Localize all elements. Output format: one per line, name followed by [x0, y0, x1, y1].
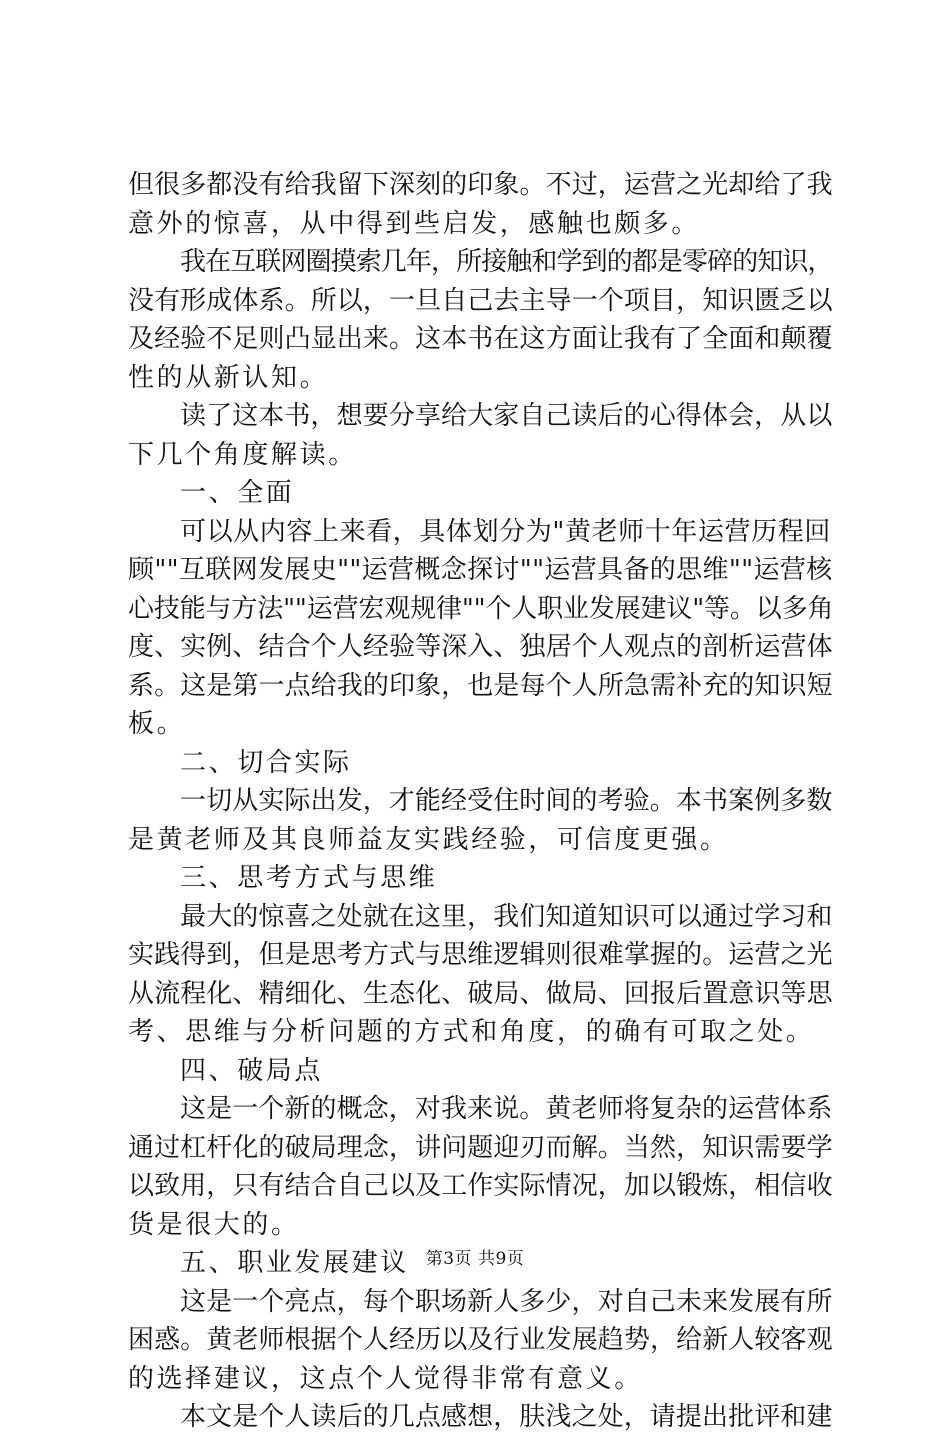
text-line: 读了这本书，想要分享给大家自己读后的心得体会，从以: [180, 401, 833, 431]
text-line: 三、思考方式与思维: [180, 863, 438, 893]
text-line: 可以从内容上来看，具体划分为"黄老师十年运营历程回: [180, 516, 831, 547]
text-line: 这是一个亮点，每个职场新人多少，对自己未来发展有所: [180, 1286, 833, 1317]
text-line: 我在互联网圈摸索几年，所接触和学到的都是零碎的知识，: [180, 247, 833, 277]
text-line: 一切从实际出发，才能经受住时间的考验。本书案例多数: [180, 786, 833, 816]
text-line: 四、破局点: [180, 1055, 324, 1086]
text-line: 没有形成体系。所以，一旦自己去主导一个项目，知识匮乏以: [128, 285, 833, 316]
text-line: 性的从新认知。: [128, 362, 329, 393]
text-line: 考、思维与分析问题的方式和角度，的确有可取之处。: [128, 1017, 815, 1047]
page-footer: 第3页 共9页: [425, 1249, 525, 1269]
text-line: 板。: [128, 709, 186, 739]
text-line: 一、全面: [180, 478, 295, 508]
text-line: 度、实例、结合个人经验等深入、独居个人观点的剖析运营体: [128, 632, 833, 662]
text-line: 这是一个新的概念，对我来说。黄老师将复杂的运营体系: [180, 1094, 833, 1124]
text-line: 心技能与方法""运营宏观规律""个人职业发展建议"等。以多角: [128, 593, 834, 624]
text-line: 二、切合实际: [180, 747, 352, 778]
text-line: 货是很大的。: [128, 1209, 300, 1240]
text-line: 是黄老师及其良师益友实践经验，可信度更强。: [128, 824, 729, 855]
text-line: 实践得到，但是思考方式与思维逻辑则很难掌握的。运营之光: [128, 940, 833, 970]
text-line: 本文是个人读后的几点感想，肤浅之处，请提出批评和建: [180, 1402, 833, 1432]
text-line: 但很多都没有给我留下深刻的印象。不过，运营之光却给了我: [128, 170, 833, 200]
text-line: 顾""互联网发展史""运营概念探讨""运营具备的思维""运营核: [128, 555, 833, 585]
text-line: 最大的惊喜之处就在这里，我们知道知识可以通过学习和: [180, 901, 833, 932]
text-line: 以致用，只有结合自己以及工作实际情况，加以锻炼，相信收: [128, 1171, 833, 1201]
text-line: 下几个角度解读。: [128, 439, 357, 470]
text-line: 系。这是第一点给我的印象，也是每个人所急需补充的知识短: [128, 670, 833, 701]
text-line: 意外的惊喜，从中得到些启发，感触也颇多。: [128, 208, 701, 239]
text-line: 的选择建议，这点个人觉得非常有意义。: [128, 1363, 643, 1394]
text-line: 从流程化、精细化、生态化、破局、做局、回报后置意识等思: [128, 978, 833, 1009]
text-line: 及经验不足则凸显出来。这本书在这方面让我有了全面和颠覆: [128, 324, 833, 354]
text-line: 困惑。黄老师根据个人经历以及行业发展趋势，给新人较客观: [128, 1325, 833, 1355]
text-line: 五、职业发展建议: [180, 1248, 409, 1278]
text-line: 通过杠杆化的破局理念，讲问题迎刃而解。当然，知识需要学: [128, 1132, 833, 1163]
